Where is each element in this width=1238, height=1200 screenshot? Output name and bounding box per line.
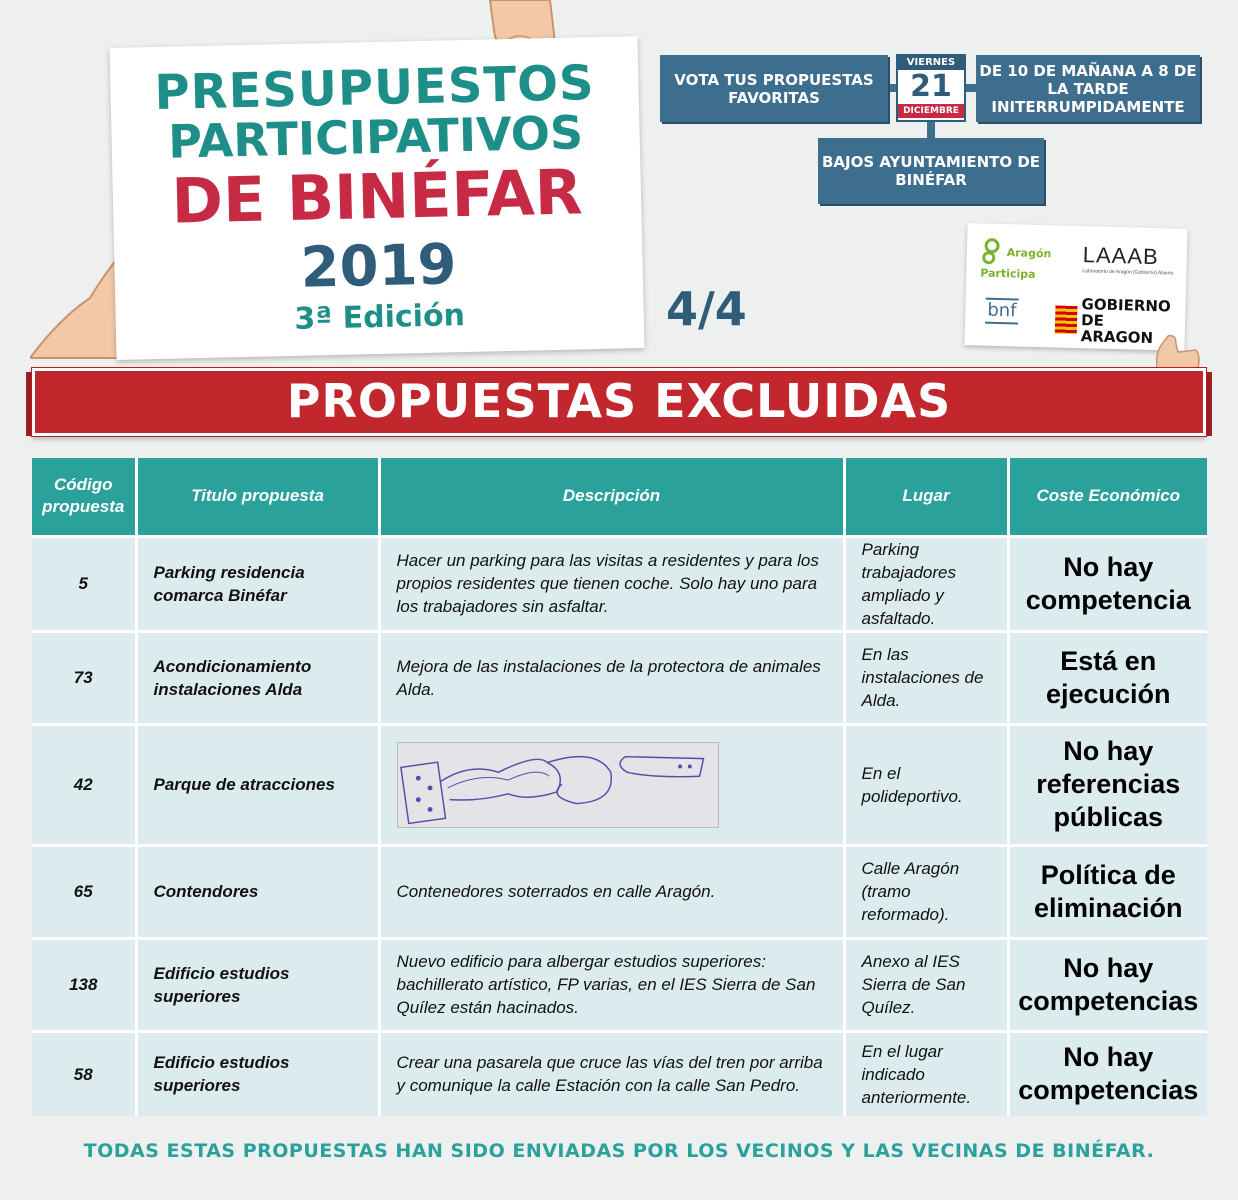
leaf-icon (980, 238, 1003, 269)
bnf-logo: bnf (985, 298, 1019, 325)
section-banner: PROPUESTAS EXCLUIDAS (32, 368, 1206, 436)
cell-code: 138 (32, 938, 136, 1031)
cell-cost: No hay competencias (1008, 1031, 1207, 1116)
cell-cost: No hay competencia (1008, 536, 1207, 631)
cell-code: 73 (32, 631, 136, 724)
cell-cost: Política de eliminación (1008, 845, 1207, 938)
cell-cost: No hay referencias públicas (1008, 724, 1207, 845)
cell-code: 5 (32, 536, 136, 631)
table-row (32, 536, 1207, 631)
table-row (32, 724, 1207, 845)
sponsor-logos-card (964, 223, 1187, 351)
cell-place: En el polideportivo. (844, 724, 1008, 845)
header-title: Titulo propuesta (136, 458, 379, 536)
excluded-proposals-table (32, 458, 1207, 1116)
calendar-day: 21 (910, 69, 952, 104)
cell-place: En las instalaciones de Alda. (844, 631, 1008, 724)
title-line-3: DE BINÉFAR (170, 155, 584, 238)
aragon-flag-icon (1055, 305, 1078, 334)
page-indicator: 4/4 (666, 282, 747, 336)
cell-code: 65 (32, 845, 136, 938)
cell-description: Hacer un parking para las visitas a residentes y para los propios residentes que tienen coche. Solo hay uno para los trabajadores sin asfaltar. (379, 536, 844, 631)
calendar-weekday: VIERNES (898, 56, 964, 70)
table-row (32, 1031, 1207, 1116)
cell-place: Calle Aragón (tramo reformado). (844, 845, 1008, 938)
cell-title: Acondicionamiento instalaciones Alda (136, 631, 379, 724)
table-row (32, 845, 1207, 938)
cell-description (379, 724, 844, 845)
vote-info-box: VOTA TUS PROPUESTAS FAVORITAS (660, 55, 888, 122)
connector-line (888, 84, 896, 92)
cell-description: Nuevo edificio para albergar estudios superiores: bachillerato artístico, FP varias, en el IES Sierra de San Quílez están hacinados. (379, 938, 844, 1031)
cell-title: Edificio estudios superiores (136, 938, 379, 1031)
calendar-month: DICIEMBRE (898, 104, 964, 118)
lamb-logo (1082, 242, 1174, 276)
cell-cost: No hay competencias (1008, 938, 1207, 1031)
cell-description: Crear una pasarela que cruce las vías del tren por arriba y comunique la calle Estación con la calle San Pedro. (379, 1031, 844, 1116)
header-cost: Coste Económico (1008, 458, 1207, 536)
title-card (110, 36, 645, 360)
place-info-box: BAJOS AYUNTAMIENTO DE BINÉFAR (818, 138, 1044, 204)
cell-place: Parking trabajadores ampliado y asfaltado. (844, 536, 1008, 631)
header-place: Lugar (844, 458, 1008, 536)
table-row (32, 938, 1207, 1031)
cell-code: 58 (32, 1031, 136, 1116)
title-year: 2019 (299, 232, 458, 301)
cell-code: 42 (32, 724, 136, 845)
cell-title: Edificio estudios superiores (136, 1031, 379, 1116)
hand-drawing-image (397, 742, 719, 828)
aragon-participa-logo (980, 238, 1071, 282)
table-row (32, 631, 1207, 724)
header-code: Código propuesta (32, 458, 136, 536)
connector-line (927, 122, 935, 138)
title-line-2: PARTICIPATIVOS (167, 105, 584, 169)
connector-line (966, 84, 976, 92)
cell-title: Parking residencia comarca Binéfar (136, 536, 379, 631)
title-edition: 3ª Edición (294, 298, 466, 337)
cell-title: Parque de atracciones (136, 724, 379, 845)
cell-place: Anexo al IES Sierra de San Quílez. (844, 938, 1008, 1031)
cell-description: Contenedores soterrados en calle Aragón. (379, 845, 844, 938)
footer-note: TODAS ESTAS PROPUESTAS HAN SIDO ENVIADAS POR LOS VECINOS Y LAS VECINAS DE BINÉFAR. (83, 1140, 1155, 1162)
title-line-1: PRESUPUESTOS (153, 55, 596, 122)
table-header-row (32, 458, 1207, 536)
calendar-icon (896, 54, 966, 122)
lamb-logo-subtitle: Laboratorio de Aragón [Gobierno] Abierto (1082, 268, 1174, 277)
header-description: Descripción (379, 458, 844, 536)
cell-title: Contendores (136, 845, 379, 938)
lamb-logo-text: LAAAB (1082, 242, 1160, 270)
cell-cost: Está en ejecución (1008, 631, 1207, 724)
cell-place: En el lugar indicado anteriormente. (844, 1031, 1008, 1116)
aragon-participa-text: Aragón Participa (980, 246, 1052, 281)
hours-info-box: DE 10 DE MAÑANA A 8 DE LA TARDE INITERRUMPIDAMENTE (976, 55, 1200, 122)
gobierno-aragon-text: GOBIERNO DE ARAGON (1080, 295, 1171, 348)
cell-description: Mejora de las instalaciones de la protectora de animales Alda. (379, 631, 844, 724)
